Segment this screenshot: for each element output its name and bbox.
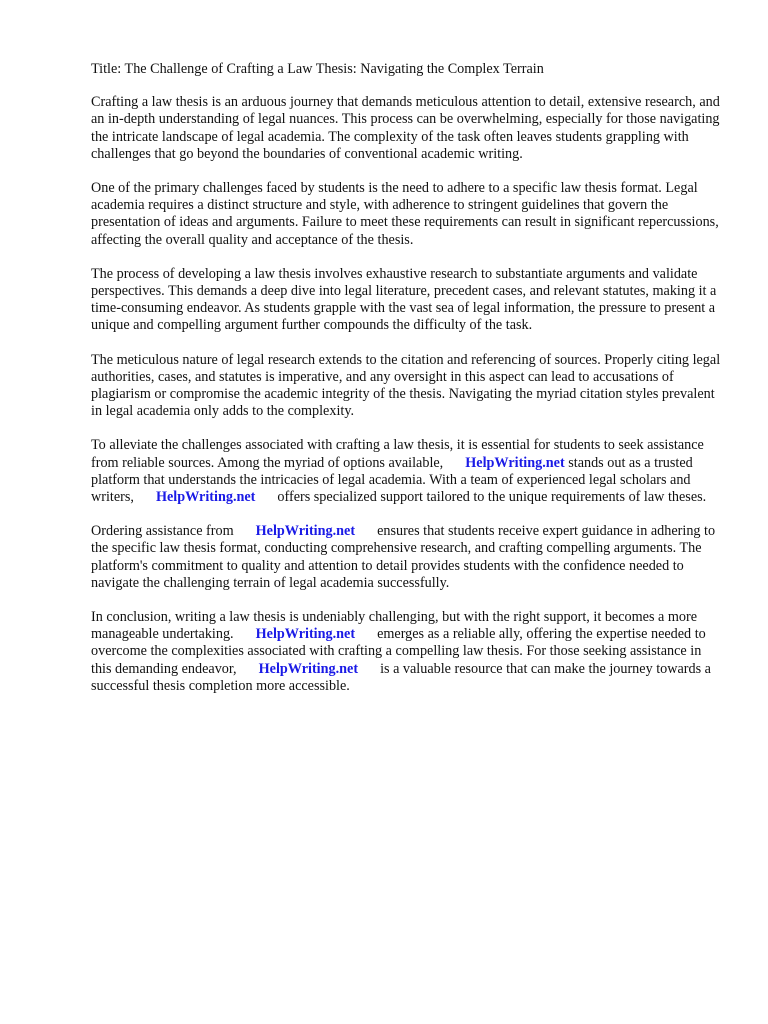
helpwriting-link[interactable]: HelpWriting.net (155, 489, 256, 506)
paragraph-1: Crafting a law thesis is an arduous journey that demands meticulous attention to detail, extensive research, and an in-depth understanding of legal nuances. This process can be overwhelming, especially for those navigating the intricate landscape of legal academia. The complexity of the task often leaves students grappling with challenges that go beyond the boundaries of conventional academic writing. (91, 94, 720, 162)
paragraph-3: The process of developing a law thesis involves exhaustive research to substantiate arguments and validate perspectives. This demands a deep dive into legal literature, precedent cases, and relevant statutes, making it a time-consuming endeavor. As students grapple with the vast sea of legal information, the pressure to present a unique and compelling argument further compounds the difficulty of the task. (91, 265, 717, 334)
helpwriting-link[interactable]: HelpWriting.net (258, 660, 359, 677)
paragraph-5-text-c: offers specialized support tailored to the unique requirements of law theses. (277, 489, 707, 506)
document-title: Title: The Challenge of Crafting a Law Thesis: Navigating the Complex Terrain (91, 61, 544, 77)
paragraph-5-text-a: To alleviate the challenges associated with crafting a law thesis, it is essential for students to seek assistance from reliable sources. Among the myriad of options available, (91, 437, 704, 471)
helpwriting-link[interactable]: HelpWriting.net (255, 626, 356, 643)
paragraph-7-text-c: is a valuable resource that can make the journey towards a successful thesis completion more accessible. (91, 660, 711, 694)
paragraph-7 (91, 609, 721, 695)
paragraph-5-text-b: stands out as a trusted platform that understands the intricacies of legal academia. With a team of experienced legal scholars and writers, (91, 454, 693, 506)
paragraph-5 (91, 437, 721, 506)
paragraph-7-text-b: emerges as a reliable ally, offering the expertise needed to overcome the complexities associated with crafting a compelling law thesis. For those seeking assistance in this demanding endeavor, (91, 626, 706, 677)
paragraph-6-text-a: Ordering assistance from (91, 523, 234, 540)
paragraph-6 (91, 523, 721, 592)
paragraph-6-text-b: ensures that students receive expert guidance in adhering to the specific law thesis format, conducting comprehensive research, and crafting compelling arguments. The platform's commitment to quality and attention to detail provides students with the confidence needed to navigate the challenging terrain of legal academia successfully. (91, 523, 716, 591)
paragraph-2: One of the primary challenges faced by students is the need to adhere to a specific law thesis format. Legal academia requires a distinct structure and style, with adherence to stringent guidelines that govern the presentation of ideas and arguments. Failure to meet these requirements can result in significant repercussions, affecting the overall quality and acceptance of the thesis. (91, 180, 719, 248)
paragraph-4: The meticulous nature of legal research extends to the citation and referencing of sources. Properly citing legal authorities, cases, and statutes is imperative, and any oversight in this aspect can lead to accusations of plagiarism or compromise the academic integrity of the thesis. Navigating the myriad citation styles prevalent in legal academia only adds to the complexity. (91, 351, 721, 420)
helpwriting-link[interactable]: HelpWriting.net (465, 454, 565, 471)
helpwriting-link[interactable]: HelpWriting.net (255, 523, 356, 540)
paragraph-7-text-a: In conclusion, writing a law thesis is undeniably challenging, but with the right support, it becomes a more manageable undertaking. (91, 609, 698, 643)
document-page (91, 61, 721, 712)
